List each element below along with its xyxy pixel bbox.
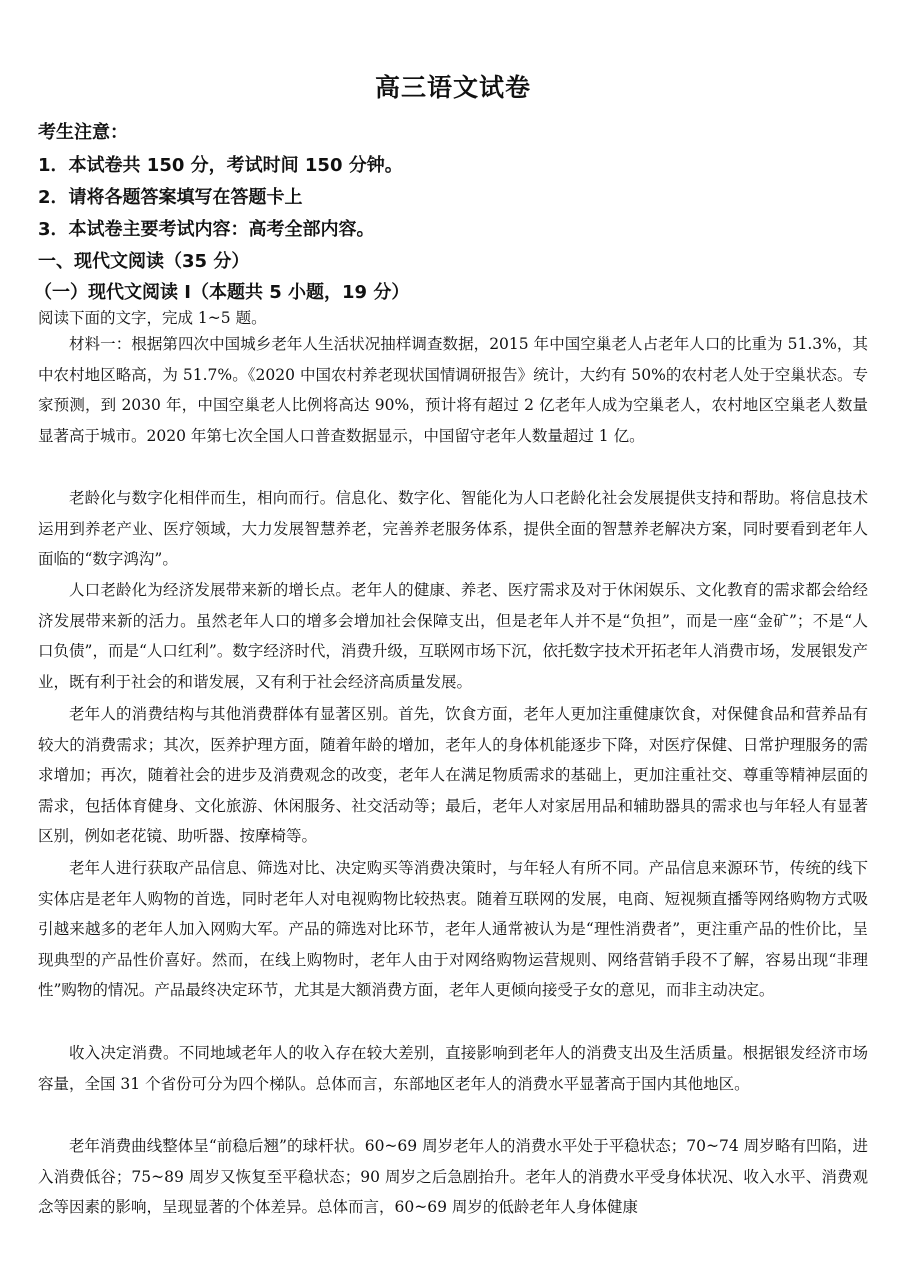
paragraph: 老龄化与数字化相伴而生，相向而行。信息化、数字化、智能化为人口老龄化社会发展提供支持和帮助。将信息技术运用到养老产业、医疗领域，大力发展智慧养老，完善养老服务体系，提供全面的智慧养老解决方案，同时要看到老年人面临的“数字鸿沟”。	[38, 489, 868, 568]
paragraph: 老年人的消费结构与其他消费群体有显著区别。首先，饮食方面，老年人更加注重健康饮食，对保健食品和营养品有较大的消费需求；其次，医养护理方面，随着年龄的增加，老年人的身体机能逐步下降，对医疗保健、日常护理服务的需求增加；再次，随着社会的进步及消费观念的改变，老年人在满足物质需求的基础上，更加注重社交、尊重等精神层面的需求，包括体育健身、文化旅游、休闲服务、社交活动等；最后，老年人对家居用品和辅助器具的需求也与年轻人有显著区别，例如老花镜、助听器、按摩椅等。	[38, 705, 868, 845]
paragraph: 材料一：根据第四次中国城乡老年人生活状况抽样调查数据，2015 年中国空巢老人占老年人口的比重为 51.3%，其中农村地区略高，为 51.7%。《2020 中国农村养老现状国情调研报告》统计，大约有 50%的农村老人处于空巢状态。专家预测，到 2030 年，中国空巢老人比例将高达 90%，预计将有超过 2 亿老年人成为空巢老人，农村地区空巢老人数量显著高于城市。2020 年第七次全国人口普查数据显示，中国留守老年人数量超过 1 亿。	[38, 335, 868, 445]
paragraph: 老年消费曲线整体呈“前稳后翘”的球杆状。60~69 周岁老年人的消费水平处于平稳状态；70~74 周岁略有凹陷，进入消费低谷；75~89 周岁又恢复至平稳状态；90 周岁之后急剧抬升。老年人的消费水平受身体状况、收入水平、消费观念等因素的影响，呈现显著的个体差异。总体而言，60~69 周岁的低龄老年人身体健康	[38, 1137, 868, 1216]
notice-item: 1．本试卷共 150 分，考试时间 150 分钟。	[38, 155, 403, 176]
sub-section-heading: （一）现代文阅读 I（本题共 5 小题，19 分）	[34, 282, 410, 303]
notice-heading: 考生注意：	[38, 122, 128, 143]
notice-item: 3．本试卷主要考试内容：高考全部内容。	[38, 219, 375, 240]
notice-item: 2．请将各题答案填写在答题卡上	[38, 187, 303, 208]
paragraph: 人口老龄化为经济发展带来新的增长点。老年人的健康、养老、医疗需求及对于休闲娱乐、文化教育的需求都会给经济发展带来新的活力。虽然老年人口的增多会增加社会保障支出，但是老年人并不是“负担”，而是一座“金矿”；不是“人口负债”，而是“人口红利”。数字经济时代，消费升级，互联网市场下沉，依托数字技术开拓老年人消费市场，发展银发产业，既有利于社会的和谐发展，又有利于社会经济高质量发展。	[38, 581, 868, 691]
paragraph: 老年人进行获取产品信息、筛选对比、决定购买等消费决策时，与年轻人有所不同。产品信息来源环节，传统的线下实体店是老年人购物的首选，同时老年人对电视购物比较热衷。随着互联网的发展，电商、短视频直播等网络购物方式吸引越来越多的老年人加入网购大军。产品的筛选对比环节，老年人通常被认为是“理性消费者”，更注重产品的性价比，呈现典型的产品性价喜好。然而，在线上购物时，老年人由于对网络购物运营规则、网络营销手段不了解，容易出现“非理性”购物的情况。产品最终决定环节，尤其是大额消费方面，老年人更倾向接受子女的意见，而非主动决定。	[38, 859, 868, 999]
reading-instruction: 阅读下面的文字，完成 1~5 题。	[38, 309, 267, 327]
section-heading: 一、现代文阅读（35 分）	[38, 251, 250, 272]
page-title: 高三语文试卷	[374, 73, 531, 102]
paragraph: 收入决定消费。不同地域老年人的收入存在较大差别，直接影响到老年人的消费支出及生活质量。根据银发经济市场容量，全国 31 个省份可分为四个梯队。总体而言，东部地区老年人的消费水平显著高于国内其他地区。	[38, 1044, 868, 1093]
